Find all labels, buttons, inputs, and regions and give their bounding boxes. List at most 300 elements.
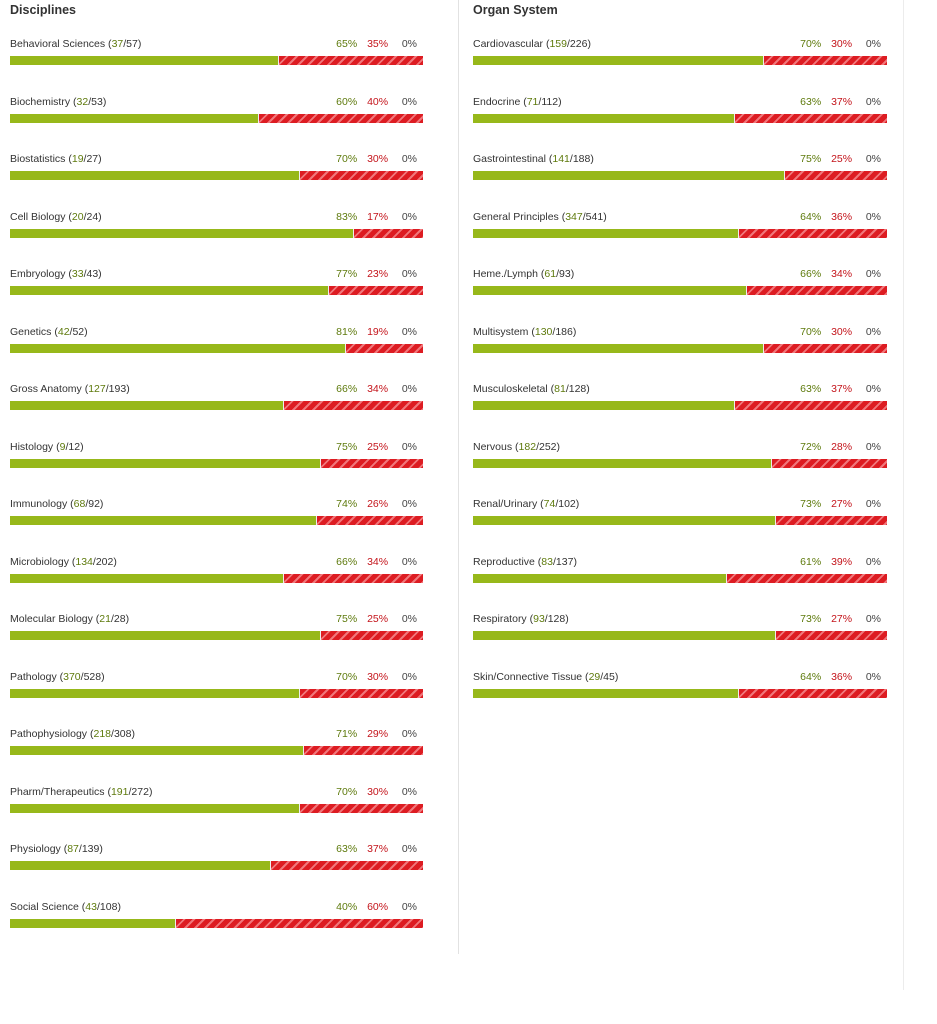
pct-incorrect: 25% xyxy=(367,613,389,625)
row-percentages xyxy=(793,441,887,453)
row-label: Physiology (87/139) xyxy=(10,843,103,855)
pct-omitted: 0% xyxy=(865,95,881,108)
row-percentages xyxy=(329,441,423,453)
row-correct-count: 9 xyxy=(59,440,66,453)
column-divider xyxy=(458,0,459,954)
pct-correct: 40% xyxy=(336,900,358,913)
stat-row[interactable] xyxy=(10,312,423,370)
row-total-count: 27 xyxy=(86,153,99,165)
bar-correct-segment xyxy=(473,459,771,468)
row-correct-count: 33 xyxy=(71,268,84,280)
row-name: Embryology xyxy=(10,268,66,280)
row-percentages xyxy=(329,901,423,913)
row-correct-count: 127 xyxy=(88,383,106,395)
bar-correct-segment xyxy=(10,689,299,698)
pct-omitted: 0% xyxy=(865,498,881,510)
row-label: Biochemistry (32/53) xyxy=(10,95,107,108)
stat-row[interactable] xyxy=(473,657,887,715)
pct-incorrect: 36% xyxy=(831,670,853,683)
row-label: Cell Biology (20/24) xyxy=(10,210,102,223)
disciplines-title: Disciplines xyxy=(10,3,76,17)
stat-row[interactable] xyxy=(473,197,887,255)
pct-omitted: 0% xyxy=(401,900,417,913)
pct-omitted: 0% xyxy=(401,325,417,338)
pct-correct: 70% xyxy=(336,153,358,165)
pct-correct: 72% xyxy=(800,440,822,453)
row-label: Musculoskeletal (81/128) xyxy=(473,383,590,395)
pct-incorrect: 34% xyxy=(367,383,389,395)
pct-incorrect: 26% xyxy=(367,498,389,510)
pct-omitted: 0% xyxy=(401,670,417,683)
row-total-count: 93 xyxy=(559,268,571,280)
progress-bar xyxy=(10,114,423,123)
progress-bar xyxy=(10,56,423,65)
stat-row[interactable] xyxy=(10,82,423,140)
bar-correct-segment xyxy=(473,56,763,65)
stat-row[interactable] xyxy=(10,484,423,542)
row-name: Social Science xyxy=(10,900,79,913)
row-total-count: 188 xyxy=(572,153,591,165)
row-label: Pathology (370/528) xyxy=(10,670,105,683)
bar-correct-segment xyxy=(10,286,328,295)
pct-omitted: 0% xyxy=(865,268,881,280)
row-total-count: 53 xyxy=(91,95,103,108)
row-total-count: 272 xyxy=(131,785,149,798)
bar-correct-segment xyxy=(10,56,278,65)
stat-row[interactable] xyxy=(10,829,423,887)
row-percentages xyxy=(793,153,887,165)
row-correct-count: 93 xyxy=(533,613,545,625)
pct-omitted: 0% xyxy=(401,613,417,625)
row-total-count: 226 xyxy=(569,38,588,50)
row-label: Immunology (68/92) xyxy=(10,498,104,510)
bar-incorrect-segment xyxy=(271,861,423,870)
progress-bar xyxy=(473,56,887,65)
pct-correct: 74% xyxy=(336,498,358,510)
stat-row[interactable] xyxy=(473,369,887,427)
bar-incorrect-segment xyxy=(317,516,423,525)
stat-row[interactable] xyxy=(473,542,887,600)
pct-incorrect: 25% xyxy=(367,440,389,453)
row-label: Histology (9/12) xyxy=(10,440,84,453)
row-name: Histology xyxy=(10,440,54,453)
row-correct-count: 71 xyxy=(526,95,539,108)
bar-correct-segment xyxy=(10,861,270,870)
pct-incorrect: 27% xyxy=(831,613,853,625)
row-percentages xyxy=(793,326,887,338)
progress-bar xyxy=(10,631,423,640)
row-correct-count: 74 xyxy=(543,498,556,510)
pct-omitted: 0% xyxy=(865,210,881,223)
stat-row[interactable] xyxy=(10,657,423,715)
pct-correct: 70% xyxy=(336,670,358,683)
row-total-count: 52 xyxy=(72,325,85,338)
row-total-count: 57 xyxy=(126,38,138,50)
bar-incorrect-segment xyxy=(776,631,887,640)
stat-row[interactable] xyxy=(473,599,887,657)
row-name: Gastrointestinal xyxy=(473,153,546,165)
row-total-count: 92 xyxy=(88,498,100,510)
stat-row[interactable] xyxy=(10,772,423,830)
pct-incorrect: 29% xyxy=(367,728,389,740)
pct-incorrect: 35% xyxy=(367,38,389,50)
bar-correct-segment xyxy=(10,114,258,123)
pct-correct: 65% xyxy=(336,38,358,50)
pct-omitted: 0% xyxy=(401,95,417,108)
row-correct-count: 159 xyxy=(549,38,567,50)
progress-bar xyxy=(473,401,887,410)
row-total-count: 128 xyxy=(568,383,587,395)
row-name: Genetics xyxy=(10,325,52,338)
row-label: Nervous (182/252) xyxy=(473,440,561,453)
disciplines-list xyxy=(10,24,423,944)
stat-row[interactable] xyxy=(473,139,887,197)
progress-bar xyxy=(473,631,887,640)
pct-incorrect: 27% xyxy=(831,498,853,510)
row-total-count: 24 xyxy=(86,210,99,223)
row-label: Gross Anatomy (127/193) xyxy=(10,383,130,395)
bar-incorrect-segment xyxy=(764,56,887,65)
row-label: Respiratory (93/128) xyxy=(473,613,569,625)
pct-incorrect: 39% xyxy=(831,555,853,568)
bar-incorrect-segment xyxy=(735,114,887,123)
row-name: Nervous xyxy=(473,440,513,453)
bar-correct-segment xyxy=(10,919,175,928)
bar-correct-segment xyxy=(10,459,320,468)
row-name: Heme./Lymph xyxy=(473,268,538,280)
pct-omitted: 0% xyxy=(401,383,417,395)
row-correct-count: 83 xyxy=(541,555,553,568)
row-percentages xyxy=(793,268,887,280)
row-correct-count: 81 xyxy=(554,383,566,395)
row-percentages xyxy=(793,671,887,683)
row-percentages xyxy=(793,556,887,568)
row-percentages xyxy=(329,268,423,280)
pct-correct: 75% xyxy=(800,153,822,165)
bar-correct-segment xyxy=(10,516,316,525)
row-total-count: 186 xyxy=(555,325,573,338)
row-name: Cell Biology xyxy=(10,210,66,223)
row-label: General Principles (347/541) xyxy=(473,210,607,223)
bar-incorrect-segment xyxy=(346,344,423,353)
bar-correct-segment xyxy=(473,401,734,410)
pct-omitted: 0% xyxy=(401,210,417,223)
bar-correct-segment xyxy=(10,631,320,640)
progress-bar xyxy=(10,689,423,698)
bar-correct-segment xyxy=(473,344,763,353)
row-label: Embryology (33/43) xyxy=(10,268,102,280)
progress-bar xyxy=(10,516,423,525)
row-name: Gross Anatomy xyxy=(10,383,82,395)
bar-incorrect-segment xyxy=(279,56,423,65)
bar-incorrect-segment xyxy=(764,344,887,353)
row-name: Immunology xyxy=(10,498,68,510)
row-name: Multisystem xyxy=(473,325,529,338)
stat-row[interactable] xyxy=(10,139,423,197)
row-percentages xyxy=(793,211,887,223)
bar-correct-segment xyxy=(10,171,299,180)
row-name: Biostatistics xyxy=(10,153,66,165)
pct-omitted: 0% xyxy=(865,440,881,453)
progress-bar xyxy=(10,574,423,583)
organ-system-title: Organ System xyxy=(473,3,558,17)
row-name: Reproductive xyxy=(473,555,535,568)
pct-incorrect: 30% xyxy=(367,153,389,165)
bar-incorrect-segment xyxy=(284,401,423,410)
bar-incorrect-segment xyxy=(259,114,423,123)
pct-omitted: 0% xyxy=(401,555,417,568)
row-correct-count: 130 xyxy=(534,325,553,338)
row-percentages xyxy=(329,671,423,683)
pct-incorrect: 37% xyxy=(367,843,389,855)
bar-incorrect-segment xyxy=(739,689,887,698)
stat-row[interactable] xyxy=(473,254,887,312)
bar-incorrect-segment xyxy=(300,171,423,180)
pct-omitted: 0% xyxy=(401,728,417,740)
row-name: Endocrine xyxy=(473,95,521,108)
row-percentages xyxy=(329,786,423,798)
stat-row[interactable] xyxy=(473,312,887,370)
pct-omitted: 0% xyxy=(401,785,417,798)
row-name: Respiratory xyxy=(473,613,527,625)
row-total-count: 541 xyxy=(585,210,604,223)
row-label: Heme./Lymph (61/93) xyxy=(473,268,575,280)
bar-correct-segment xyxy=(473,114,734,123)
pct-correct: 63% xyxy=(800,383,822,395)
pct-incorrect: 30% xyxy=(831,38,853,50)
progress-bar xyxy=(10,286,423,295)
pct-correct: 66% xyxy=(800,268,822,280)
row-correct-count: 141 xyxy=(552,153,570,165)
row-percentages xyxy=(329,843,423,855)
row-percentages xyxy=(793,613,887,625)
row-correct-count: 134 xyxy=(75,555,93,568)
progress-bar xyxy=(10,401,423,410)
progress-bar xyxy=(10,229,423,238)
bar-incorrect-segment xyxy=(300,804,423,813)
row-total-count: 102 xyxy=(558,498,576,510)
bar-correct-segment xyxy=(473,516,775,525)
row-percentages xyxy=(329,326,423,338)
pct-incorrect: 60% xyxy=(367,900,389,913)
row-percentages xyxy=(329,383,423,395)
pct-correct: 70% xyxy=(336,785,358,798)
row-name: Cardiovascular xyxy=(473,38,544,50)
stat-row[interactable] xyxy=(10,254,423,312)
pct-incorrect: 19% xyxy=(367,325,389,338)
bar-incorrect-segment xyxy=(776,516,887,525)
row-total-count: 112 xyxy=(541,95,559,108)
pct-correct: 66% xyxy=(336,383,358,395)
row-total-count: 193 xyxy=(108,383,127,395)
row-percentages xyxy=(329,498,423,510)
progress-bar xyxy=(10,171,423,180)
row-percentages xyxy=(793,38,887,50)
stat-row[interactable] xyxy=(10,369,423,427)
pct-omitted: 0% xyxy=(865,38,881,50)
row-correct-count: 87 xyxy=(67,843,79,855)
pct-omitted: 0% xyxy=(401,843,417,855)
pct-correct: 61% xyxy=(800,555,822,568)
pct-omitted: 0% xyxy=(401,38,417,50)
pct-correct: 63% xyxy=(336,843,358,855)
bar-incorrect-segment xyxy=(176,919,423,928)
pct-correct: 63% xyxy=(800,95,822,108)
row-correct-count: 218 xyxy=(93,728,112,740)
row-name: Molecular Biology xyxy=(10,613,93,625)
pct-incorrect: 25% xyxy=(831,153,853,165)
bar-correct-segment xyxy=(10,229,353,238)
row-percentages xyxy=(793,498,887,510)
progress-bar xyxy=(473,574,887,583)
progress-bar xyxy=(473,344,887,353)
row-percentages xyxy=(329,556,423,568)
stat-row[interactable] xyxy=(473,82,887,140)
bar-incorrect-segment xyxy=(747,286,887,295)
row-percentages xyxy=(329,38,423,50)
row-label: Multisystem (130/186) xyxy=(473,325,577,338)
pct-incorrect: 30% xyxy=(367,670,389,683)
pct-correct: 66% xyxy=(336,555,358,568)
bar-correct-segment xyxy=(473,286,746,295)
disciplines-column xyxy=(10,0,423,944)
pct-omitted: 0% xyxy=(401,498,417,510)
row-percentages xyxy=(329,211,423,223)
row-percentages xyxy=(793,96,887,108)
row-total-count: 108 xyxy=(99,900,118,913)
bar-correct-segment xyxy=(10,574,283,583)
row-label: Microbiology (134/202) xyxy=(10,555,117,568)
row-correct-count: 370 xyxy=(63,670,81,683)
pct-incorrect: 17% xyxy=(367,210,389,223)
bar-correct-segment xyxy=(473,574,726,583)
row-correct-count: 43 xyxy=(85,900,97,913)
pct-correct: 73% xyxy=(800,498,822,510)
row-name: Microbiology xyxy=(10,555,69,568)
row-label: Behavioral Sciences (37/57) xyxy=(10,38,142,50)
row-label: Gastrointestinal (141/188) xyxy=(473,153,594,165)
progress-bar xyxy=(473,114,887,123)
row-correct-count: 20 xyxy=(71,210,84,223)
pct-correct: 77% xyxy=(336,268,358,280)
row-label: Molecular Biology (21/28) xyxy=(10,613,130,625)
pct-omitted: 0% xyxy=(865,153,881,165)
stat-row[interactable] xyxy=(10,197,423,255)
row-label: Cardiovascular (159/226) xyxy=(473,38,591,50)
bar-incorrect-segment xyxy=(354,229,423,238)
bar-incorrect-segment xyxy=(300,689,423,698)
row-correct-count: 182 xyxy=(518,440,537,453)
row-correct-count: 21 xyxy=(99,613,111,625)
bar-correct-segment xyxy=(473,631,775,640)
row-total-count: 45 xyxy=(603,670,615,683)
pct-correct: 75% xyxy=(336,440,358,453)
pct-correct: 83% xyxy=(336,210,358,223)
progress-bar xyxy=(473,171,887,180)
bar-incorrect-segment xyxy=(735,401,887,410)
row-total-count: 137 xyxy=(555,555,574,568)
pct-correct: 70% xyxy=(800,38,822,50)
row-correct-count: 42 xyxy=(57,325,70,338)
row-total-count: 128 xyxy=(547,613,566,625)
pct-omitted: 0% xyxy=(865,613,881,625)
row-total-count: 528 xyxy=(83,670,102,683)
stat-row[interactable] xyxy=(473,24,887,82)
stat-row[interactable] xyxy=(10,542,423,600)
pct-incorrect: 34% xyxy=(367,555,389,568)
row-percentages xyxy=(329,153,423,165)
pct-omitted: 0% xyxy=(865,670,881,683)
row-correct-count: 37 xyxy=(111,38,124,50)
progress-bar xyxy=(10,746,423,755)
pct-incorrect: 28% xyxy=(831,440,853,453)
row-total-count: 202 xyxy=(95,555,114,568)
pct-incorrect: 30% xyxy=(367,785,389,798)
pct-correct: 81% xyxy=(336,325,358,338)
progress-bar xyxy=(10,459,423,468)
row-name: Biochemistry xyxy=(10,95,71,108)
bar-incorrect-segment xyxy=(772,459,887,468)
pct-correct: 71% xyxy=(336,728,358,740)
pct-incorrect: 37% xyxy=(831,383,853,395)
progress-bar xyxy=(10,861,423,870)
row-label: Reproductive (83/137) xyxy=(473,555,577,568)
bar-incorrect-segment xyxy=(321,631,423,640)
stat-row[interactable] xyxy=(10,427,423,485)
stat-row[interactable] xyxy=(10,599,423,657)
row-label: Genetics (42/52) xyxy=(10,325,88,338)
progress-bar xyxy=(10,344,423,353)
row-name: Physiology xyxy=(10,843,61,855)
pct-omitted: 0% xyxy=(401,268,417,280)
bar-correct-segment xyxy=(473,689,738,698)
pct-incorrect: 37% xyxy=(831,95,853,108)
stat-row[interactable] xyxy=(473,484,887,542)
progress-bar xyxy=(473,286,887,295)
row-label: Pharm/Therapeutics (191/272) xyxy=(10,785,153,798)
bar-correct-segment xyxy=(10,804,299,813)
progress-bar xyxy=(473,459,887,468)
row-label: Biostatistics (19/27) xyxy=(10,153,102,165)
progress-bar xyxy=(473,229,887,238)
pct-omitted: 0% xyxy=(401,153,417,165)
bar-incorrect-segment xyxy=(304,746,423,755)
bar-correct-segment xyxy=(473,229,738,238)
stat-row[interactable] xyxy=(10,887,423,945)
stat-row[interactable] xyxy=(473,427,887,485)
row-total-count: 252 xyxy=(538,440,557,453)
row-name: Pharm/Therapeutics xyxy=(10,785,105,798)
pct-correct: 75% xyxy=(336,613,358,625)
pct-correct: 73% xyxy=(800,613,822,625)
row-correct-count: 347 xyxy=(565,210,583,223)
bar-correct-segment xyxy=(10,401,283,410)
bar-correct-segment xyxy=(10,746,303,755)
stat-row[interactable] xyxy=(10,714,423,772)
stat-row[interactable] xyxy=(10,24,423,82)
pct-omitted: 0% xyxy=(865,325,881,338)
pct-correct: 70% xyxy=(800,325,822,338)
row-label: Renal/Urinary (74/102) xyxy=(473,498,580,510)
row-label: Social Science (43/108) xyxy=(10,900,121,913)
progress-bar xyxy=(10,919,423,928)
row-correct-count: 61 xyxy=(544,268,557,280)
row-total-count: 28 xyxy=(113,613,126,625)
bar-incorrect-segment xyxy=(329,286,423,295)
row-label: Skin/Connective Tissue (29/45) xyxy=(473,670,619,683)
row-label: Pathophysiology (218/308) xyxy=(10,728,135,740)
panel-edge xyxy=(903,0,904,990)
